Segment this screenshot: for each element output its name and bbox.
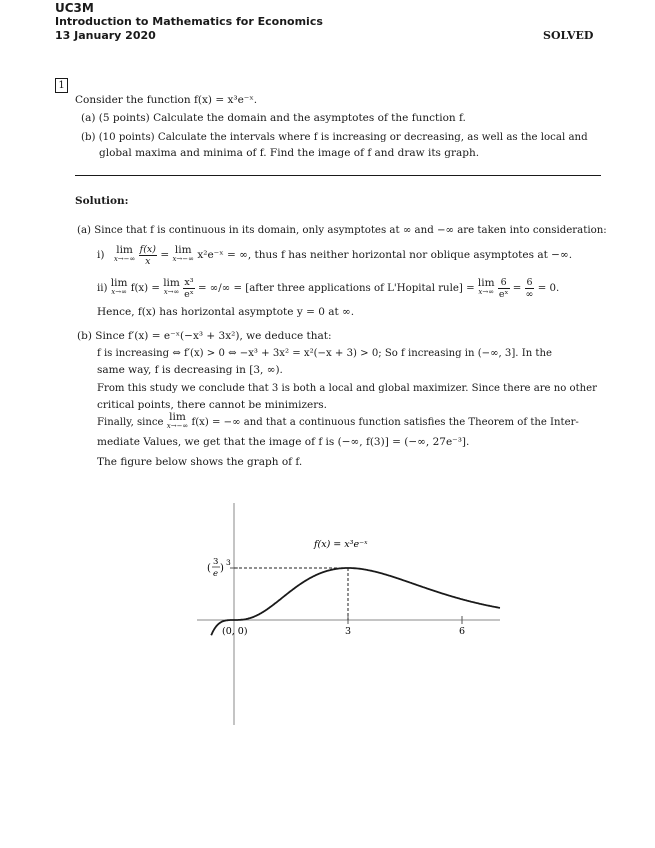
b-line6-post: f(x) = −∞ and that a continuous function satisfies the Theorem of the Inter- [191,417,579,428]
a-i-lim2-sub: x→−∞ [172,255,194,263]
solution-a-hence: Hence, f(x) has horizontal asymptote y = 0 at ∞. [97,306,355,318]
a-ii-lim-word: lim [110,277,128,289]
solution-b-line1: (b) Since f′(x) = e⁻ˣ(−x³ + 3x²), we deduce that: [77,330,332,342]
a-ii-den2: eˣ [498,288,509,300]
solution-a-line1: (a) Since that f is continuous in its domain, only asymptotes at ∞ and −∞ are taken into consideration: [77,225,607,236]
solution-a-ii: ii) lim x→∞ f(x) = lim x→∞ $\frac{\text{x³}}{\text{eˣ}}$ = ∞/∞ = [after three applications of L'Hopital rule] = lim x→∞ $\frac{6}{\text{eˣ}}$ = $\frac{6}{\infty}$ = 0. [97,276,560,300]
max-label-paren-close: ) [220,563,224,574]
a-ii-num1: x³ [184,276,194,288]
a-ii-lim3-sub: x→∞ [478,288,495,296]
a-i-fraction [139,244,157,267]
x-tick-3-label: 3 [345,626,352,637]
a-ii-fraction2 [498,277,510,300]
a-ii-limit2 [163,279,180,297]
a-ii-text: = ∞/∞ = [after three applications of L'Hopital rule] = [198,283,475,294]
b-line6-lim-sub: x→−∞ [166,422,189,430]
solution-heading: Solution: [75,195,129,207]
a-ii-den1: eˣ [184,288,194,300]
a-ii-lim2-word: lim [163,277,180,289]
a-ii-fraction3 [525,277,535,300]
solution-b-line2: f is increasing ⇔ f′(x) > 0 ⇔ −x³ + 3x² = x²(−x + 3) > 0; So f increasing in (−∞, 3]. In the [97,348,552,359]
max-label-den: e [213,569,219,579]
a-ii-num2: 6 [498,277,510,289]
b-line6-limit [167,413,189,431]
university-name: UC3M [55,1,94,15]
problem-part-a: (a) (5 points) Calculate the domain and the asymptotes of the function f. [81,112,466,124]
a-i-lim-sub: x→−∞ [113,255,136,263]
solution-b-line7: mediate Values, we get that the image of f is (−∞, f(3)] = (−∞, 27e⁻³]. [97,436,470,448]
a-ii-limit3 [478,279,495,297]
section-divider [75,175,601,176]
a-i-limit [114,246,136,264]
max-label-exp: 3 [226,558,231,567]
a-ii-lim-sub: x→∞ [111,288,127,296]
course-title: Introduction to Mathematics for Economics [55,15,323,28]
problem-intro: Consider the function f(x) = x³e⁻ˣ. [75,94,258,106]
exam-date: 13 January 2020 [55,29,156,42]
origin-label: (0, 0) [222,626,248,637]
solution-b-line6 [97,413,579,433]
function-label: f(x) = x³e⁻ˣ [314,539,368,550]
a-ii-limit [111,279,128,297]
solution-b-line5: critical points, there cannot be minimizers. [97,399,327,411]
a-ii-den3: ∞ [525,288,534,300]
solution-a-i: i) lim x→−∞ $\frac{f(x)}{x}$ = lim x→−∞ x²e⁻ˣ = ∞, thus f has neither horizontal nor oblique asymptotes at −∞. [97,243,573,267]
max-label-paren-open: ( [207,563,211,574]
a-ii-expr: f(x) = [130,283,160,294]
a-ii-num3: 6 [526,276,533,288]
b-line6-pre: Finally, since [97,417,164,428]
a-ii-lim2-sub: x→∞ [163,288,180,296]
a-i-limit2 [172,246,194,264]
a-ii-lim3-word: lim [477,277,495,289]
problem-part-b-line2: global maxima and minima of f. Find the image of f and draw its graph. [99,147,480,159]
a-i-den: x [145,255,151,267]
a-ii-end: = 0. [537,283,560,294]
status-label: SOLVED [543,29,594,42]
solution-b-line4: From this study we conclude that 3 is both a local and global maximizer. Since there are no other [97,383,597,394]
a-i-text: x²e⁻ˣ = ∞, thus f has neither horizontal nor oblique asymptotes at −∞. [197,249,573,261]
x-tick-6-label: 6 [459,626,466,637]
a-i-num: f(x) [139,243,156,255]
a-i-prefix: i) [97,249,105,261]
a-i-lim-word: lim [116,244,133,256]
a-i-lim2-word: lim [174,244,192,256]
solution-b-line8: The figure below shows the graph of f. [97,456,303,468]
b-line6-lim-word: lim [169,411,186,423]
problem-number: 1 [55,78,68,93]
a-ii-prefix: ii) [97,283,108,294]
problem-part-b-line1: (b) (10 points) Calculate the intervals where f is increasing or decreasing, as well as the local and [81,132,588,143]
solution-b-line3: same way, f is decreasing in [3, ∞). [97,364,283,376]
max-label-num: 3 [213,557,219,567]
a-ii-fraction1 [183,277,195,300]
function-curve [211,568,500,635]
